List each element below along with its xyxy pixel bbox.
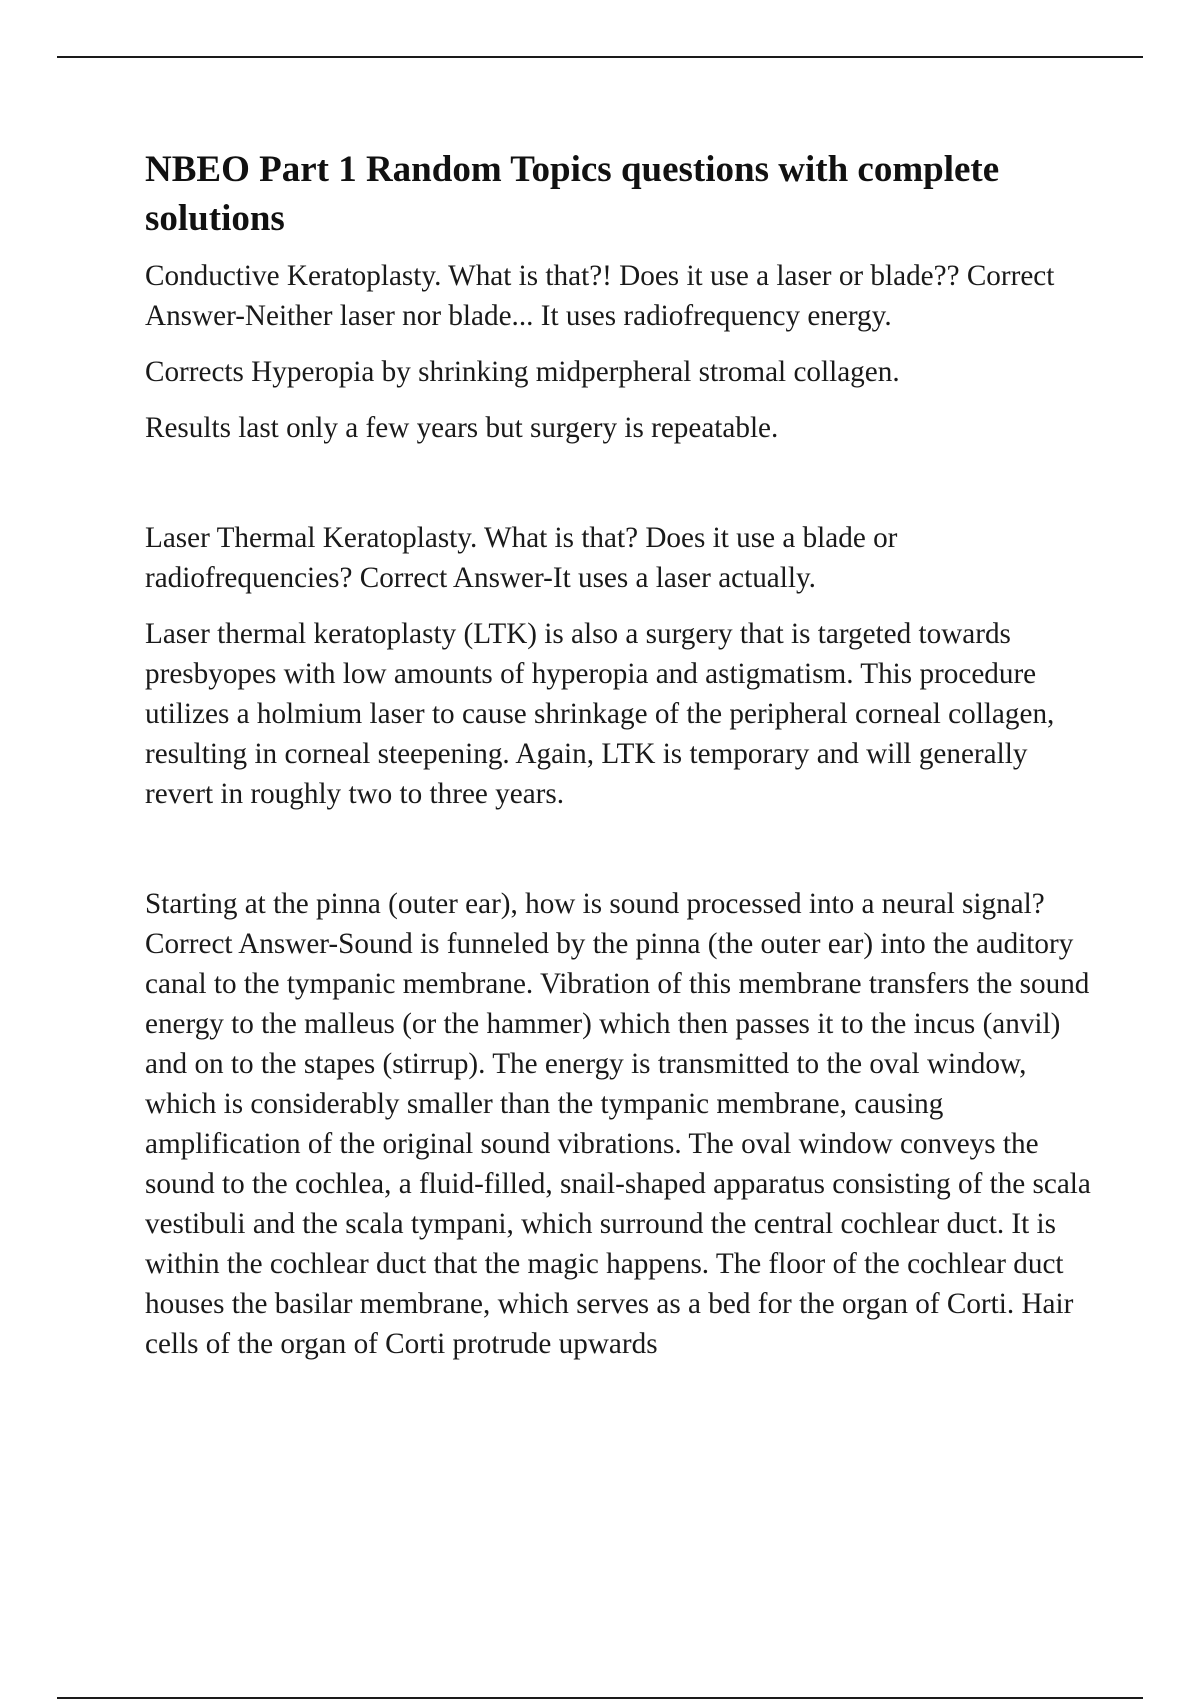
explanation-paragraph: Results last only a few years but surgery is repeatable. bbox=[145, 412, 779, 444]
question-answer-paragraph: Starting at the pinna (outer ear), how is sound processed into a neural signal? Correct Answer-Sound is funneled by the pinna (the outer ear) into the auditory canal to the tympanic membrane. Vibration of this membrane transfers the sound energy to the malleus (or the hammer) which then passes it to the incus (anvil) and on to the stapes (stirrup). The energy is transmitted to the oval window, which is considerably smaller than the tympanic membrane, causing amplification of the original sound vibrations. The oval window conveys the sound to the cochlea, a fluid-filled, snail-shaped apparatus consisting of the scala vestibuli and the scala tympani, which surround the central cochlear duct. It is within the cochlear duct that the magic happens. The floor of the cochlear duct houses the basilar membrane, which serves as a bed for the organ of Corti. Hair cells of the organ of Corti protrude upwards bbox=[145, 888, 1091, 1360]
explanation-paragraph: Laser thermal keratoplasty (LTK) is also a surgery that is targeted towards presbyopes with low amounts of hyperopia and astigmatism. This procedure utilizes a holmium laser to cause shrinkage of the peripheral corneal collagen, resulting in corneal steepening. Again, LTK is temporary and will generally revert in roughly two to three years. bbox=[145, 618, 1055, 810]
qa-laser-thermal-keratoplasty bbox=[145, 518, 1095, 814]
question-answer-paragraph: Conductive Keratoplasty. What is that?! Does it use a laser or blade?? Correct Answer-Neither laser nor blade... It uses radiofrequency energy. bbox=[145, 260, 1055, 332]
qa-conductive-keratoplasty bbox=[145, 256, 1095, 448]
document-title: NBEO Part 1 Random Topics questions with complete solutions bbox=[145, 149, 1000, 239]
qa-sound-processing bbox=[145, 884, 1095, 1364]
bottom-divider bbox=[57, 1697, 1143, 1699]
question-answer-paragraph: Laser Thermal Keratoplasty. What is that? Does it use a blade or radiofrequencies? Correct Answer-It uses a laser actually. bbox=[145, 522, 898, 594]
top-divider bbox=[57, 56, 1143, 58]
explanation-paragraph: Corrects Hyperopia by shrinking midperpheral stromal collagen. bbox=[145, 356, 900, 388]
document-page bbox=[145, 145, 1095, 1380]
section-spacer bbox=[145, 830, 1095, 884]
section-spacer bbox=[145, 464, 1095, 518]
